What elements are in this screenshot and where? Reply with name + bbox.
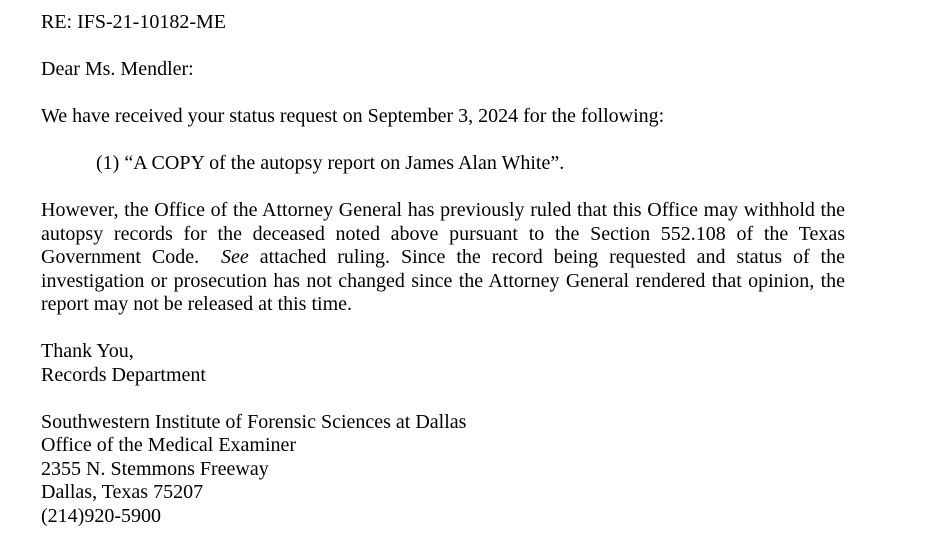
signature-city-state-zip: Dallas, Texas 75207 xyxy=(41,481,204,503)
signature-institute-name: Southwestern Institute of Forensic Sciences at Dallas xyxy=(41,410,467,433)
signature-phone-number: (214)920-5900 xyxy=(41,504,161,527)
signature-office-name: Office of the Medical Examiner xyxy=(41,434,297,456)
signature-block xyxy=(41,411,845,529)
re-reference-line: RE: IFS-21-10182-ME xyxy=(41,11,226,33)
closing-thank-you: Thank You, xyxy=(41,340,134,362)
body-text-before-see: However, the Office of the Attorney General has previously ruled that this Office may withhold the autopsy records for the deceased noted above pursuant to the Section 552.108 of the Texas Government Code. xyxy=(41,199,845,268)
body-text-after-see: attached ruling. Since the record being requested and status of the investigation or prosecution has not changed since the Attorney General rendered that opinion, the report may not be released at this time. xyxy=(41,246,845,315)
request-item: (1) “A COPY of the autopsy report on James Alan White”. xyxy=(96,152,565,174)
closing-block xyxy=(41,340,845,387)
salutation: Dear Ms. Mendler: xyxy=(41,58,194,80)
closing-records-department: Records Department xyxy=(41,363,206,386)
signature-street-address: 2355 N. Stemmons Freeway xyxy=(41,457,269,480)
see-italic-word: See xyxy=(221,246,249,268)
intro-line: We have received your status request on September 3, 2024 for the following: xyxy=(41,105,665,127)
body-paragraph xyxy=(41,199,845,317)
